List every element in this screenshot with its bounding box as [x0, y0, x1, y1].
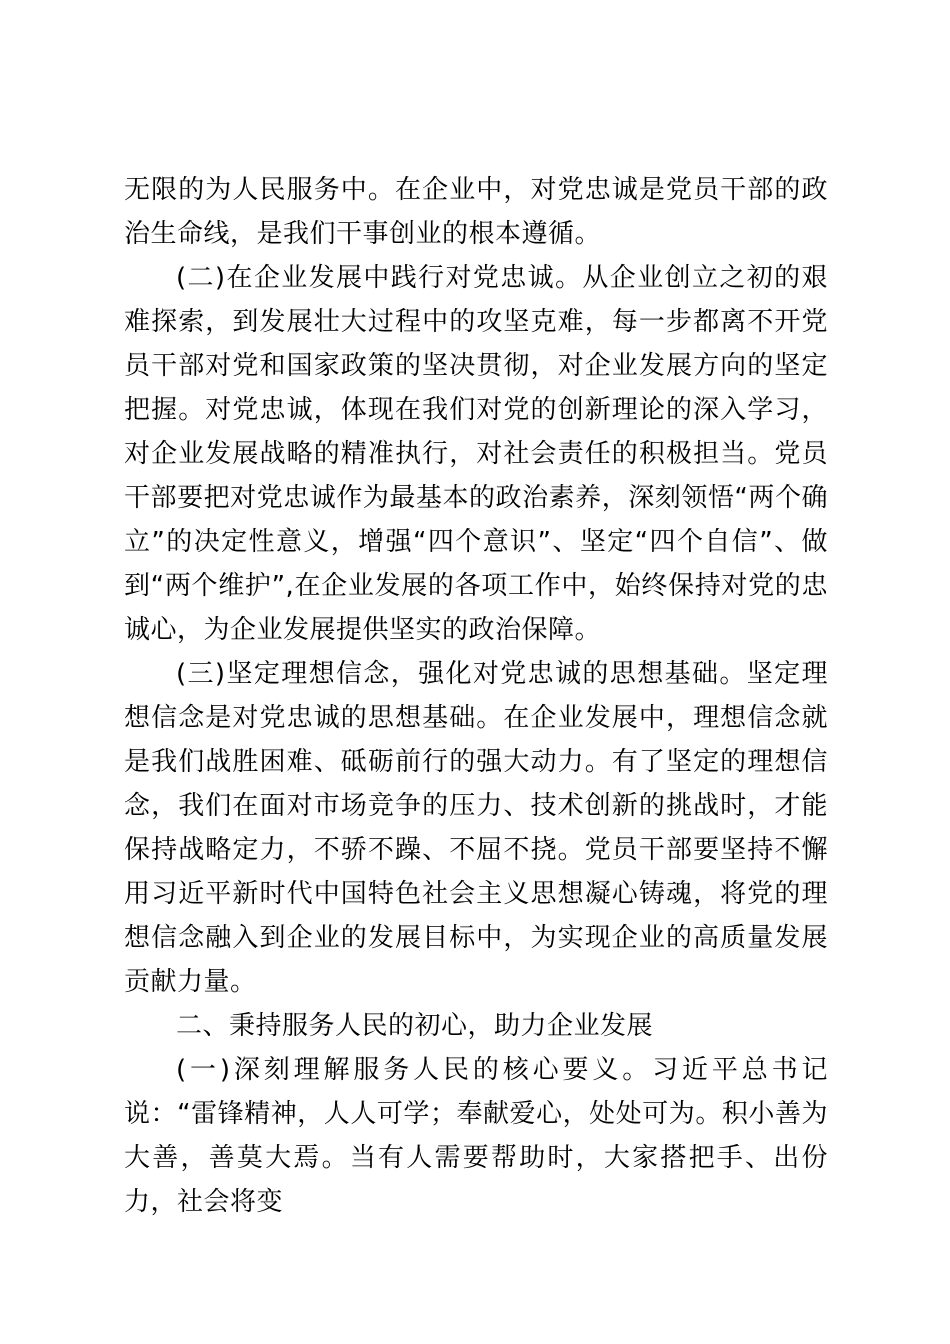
paragraph-section-3: (三)坚定理想信念，强化对党忠诚的思想基础。坚定理想信念是对党忠诚的思想基础。在企业发展中，理想信念就是我们战胜困难、砥砺前行的强大动力。有了坚定的理想信念，我们在面对市场竞争的压力、技术创新的挑战时，才能保持战略定力，不骄不躁、不屈不挠。党员干部要坚持不懈用习近平新时代中国特色社会主义思想凝心铸魂，将党的理想信念融入到企业的发展目标中，为实现企业的高质量发展贡献力量。 [124, 659, 828, 997]
paragraph-continuation: 无限的为人民服务中。在企业中，对党忠诚是党员干部的政治生命线，是我们干事创业的根本遵循。 [124, 175, 828, 249]
document-body [124, 168, 828, 1224]
section-heading: 二、秉持服务人民的初心，助力企业发展 [176, 1011, 654, 1041]
paragraph-section-2: (二)在企业发展中践行对党忠诚。从企业创立之初的艰难探索，到发展壮大过程中的攻坚克难，每一步都离不开党员干部对党和国家政策的坚决贯彻，对企业发展方向的坚定把握。对党忠诚，体现在我们对党的创新理论的深入学习，对企业发展战略的精准执行，对社会责任的积极担当。党员干部要把对党忠诚作为最基本的政治素养，深刻领悟“两个确立”的决定性意义，增强“四个意识”、坚定“四个自信”、做到“两个维护”,在企业发展的各项工作中，始终保持对党的忠诚心，为企业发展提供坚实的政治保障。 [124, 263, 828, 645]
paragraph-subsection-1: (一)深刻理解服务人民的核心要义。习近平总书记说：“雷锋精神，人人可学；奉献爱心，处处可为。积小善为大善，善莫大焉。当有人需要帮助时，大家搭把手、出份力，社会将变 [124, 1055, 828, 1217]
